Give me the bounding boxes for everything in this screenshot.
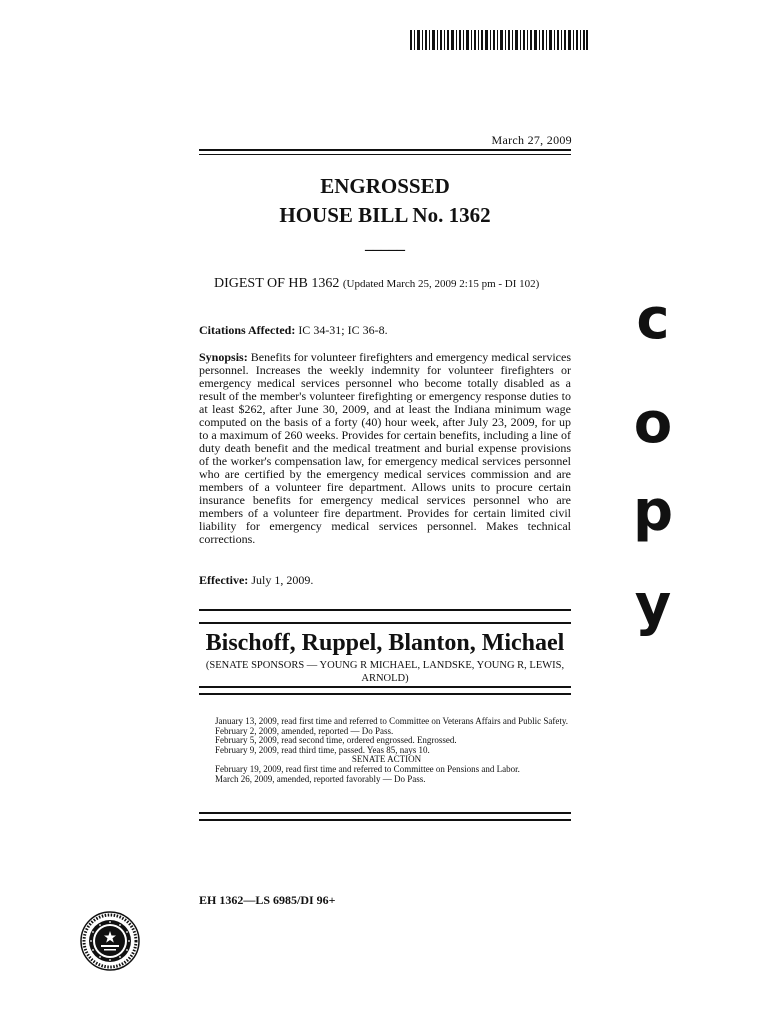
sponsors-rule-top-2 — [199, 622, 571, 624]
title-line-1: ENGROSSED — [320, 174, 450, 198]
sponsors-rule-top-1 — [199, 609, 571, 611]
sponsors-rule-bottom-1 — [199, 686, 571, 688]
history-entry: February 19, 2009, read first time and referred to Committee on Pensions and Labor. — [215, 763, 520, 774]
senate-action-heading: SENATE ACTION — [351, 754, 422, 765]
bill-code: EH 1362—LS 6985/DI 96+ — [199, 893, 336, 907]
synopsis — [199, 351, 571, 546]
barcode-icon — [410, 30, 588, 50]
digest-heading — [214, 276, 539, 292]
copy-watermark-y: y — [634, 573, 672, 638]
history-entry: February 2, 2009, amended, reported — Do Pass. — [215, 725, 394, 736]
title-dash: _____ — [365, 236, 405, 253]
footer-rule-1 — [199, 812, 571, 814]
effective-date — [199, 574, 571, 587]
copy-watermark-p: p — [632, 479, 674, 544]
senate-sponsors: (SENATE SPONSORS — YOUNG R MICHAEL, LANDSKE, YOUNG R, LEWIS, ARNOLD) — [205, 660, 565, 684]
citations-value: IC 34-31; IC 36-8. — [298, 323, 388, 337]
copy-watermark-c: c — [636, 287, 670, 352]
copy-watermark-o: o — [633, 391, 673, 456]
history-entry: February 5, 2009, read second time, ordered engrossed. Engrossed. — [215, 735, 457, 746]
bill-authors: Bischoff, Ruppel, Blanton, Michael — [205, 630, 565, 656]
footer-rule-2 — [199, 819, 571, 821]
effective-label: Effective: — [199, 573, 249, 587]
document-date: March 27, 2009 — [491, 133, 572, 147]
effective-value: July 1, 2009. — [251, 573, 314, 587]
header-rule-thin — [199, 154, 571, 155]
history-entry: February 9, 2009, read third time, passed. Yeas 85, nays 10. — [215, 744, 430, 755]
synopsis-text: Benefits for volunteer firefighters and emergency medical services personnel. Increases the weekly indemnity for volunteer firefighters or emergency medical services personnel who become totally disabled as a result of the member's volunteer firefighting or emergency response duties to at least $262, after June 30, 2009, and at least the Indiana minimum wage computed on the basis of a forty (40) hour week, after July 23, 2009, for up to a maximum of 260 weeks. Provides for certain benefits, including a line of duty death benefit and the medical treatment and burial expense provisions of the worker's compensation law, for emergency medical services personnel who are certified by the emergency medical services commission and are members of a volunteer fire department. Allows units to procure certain insurance benefits for emergency medical services personnel who are members of a volunteer fire department. Provides for certain limited civil liability for emergency medical services personnel. Makes technical corrections. — [199, 350, 572, 546]
history-entry: January 13, 2009, read first time and referred to Committee on Veterans Affairs and Public Safety. — [215, 716, 568, 726]
header-rule-thick — [199, 149, 571, 151]
legislative-history — [199, 717, 574, 784]
sponsors-rule-bottom-2 — [199, 693, 571, 695]
history-entry: March 26, 2009, amended, reported favorably — Do Pass. — [215, 773, 426, 784]
synopsis-label: Synopsis: — [199, 350, 248, 364]
citations-label: Citations Affected: — [199, 323, 296, 337]
digest-label: DIGEST OF HB 1362 — [214, 276, 340, 291]
title-line-2: HOUSE BILL No. 1362 — [279, 203, 491, 227]
citations-affected — [199, 324, 571, 337]
state-seal-icon — [80, 911, 140, 971]
digest-updated: (Updated March 25, 2009 2:15 pm - DI 102) — [342, 278, 540, 290]
